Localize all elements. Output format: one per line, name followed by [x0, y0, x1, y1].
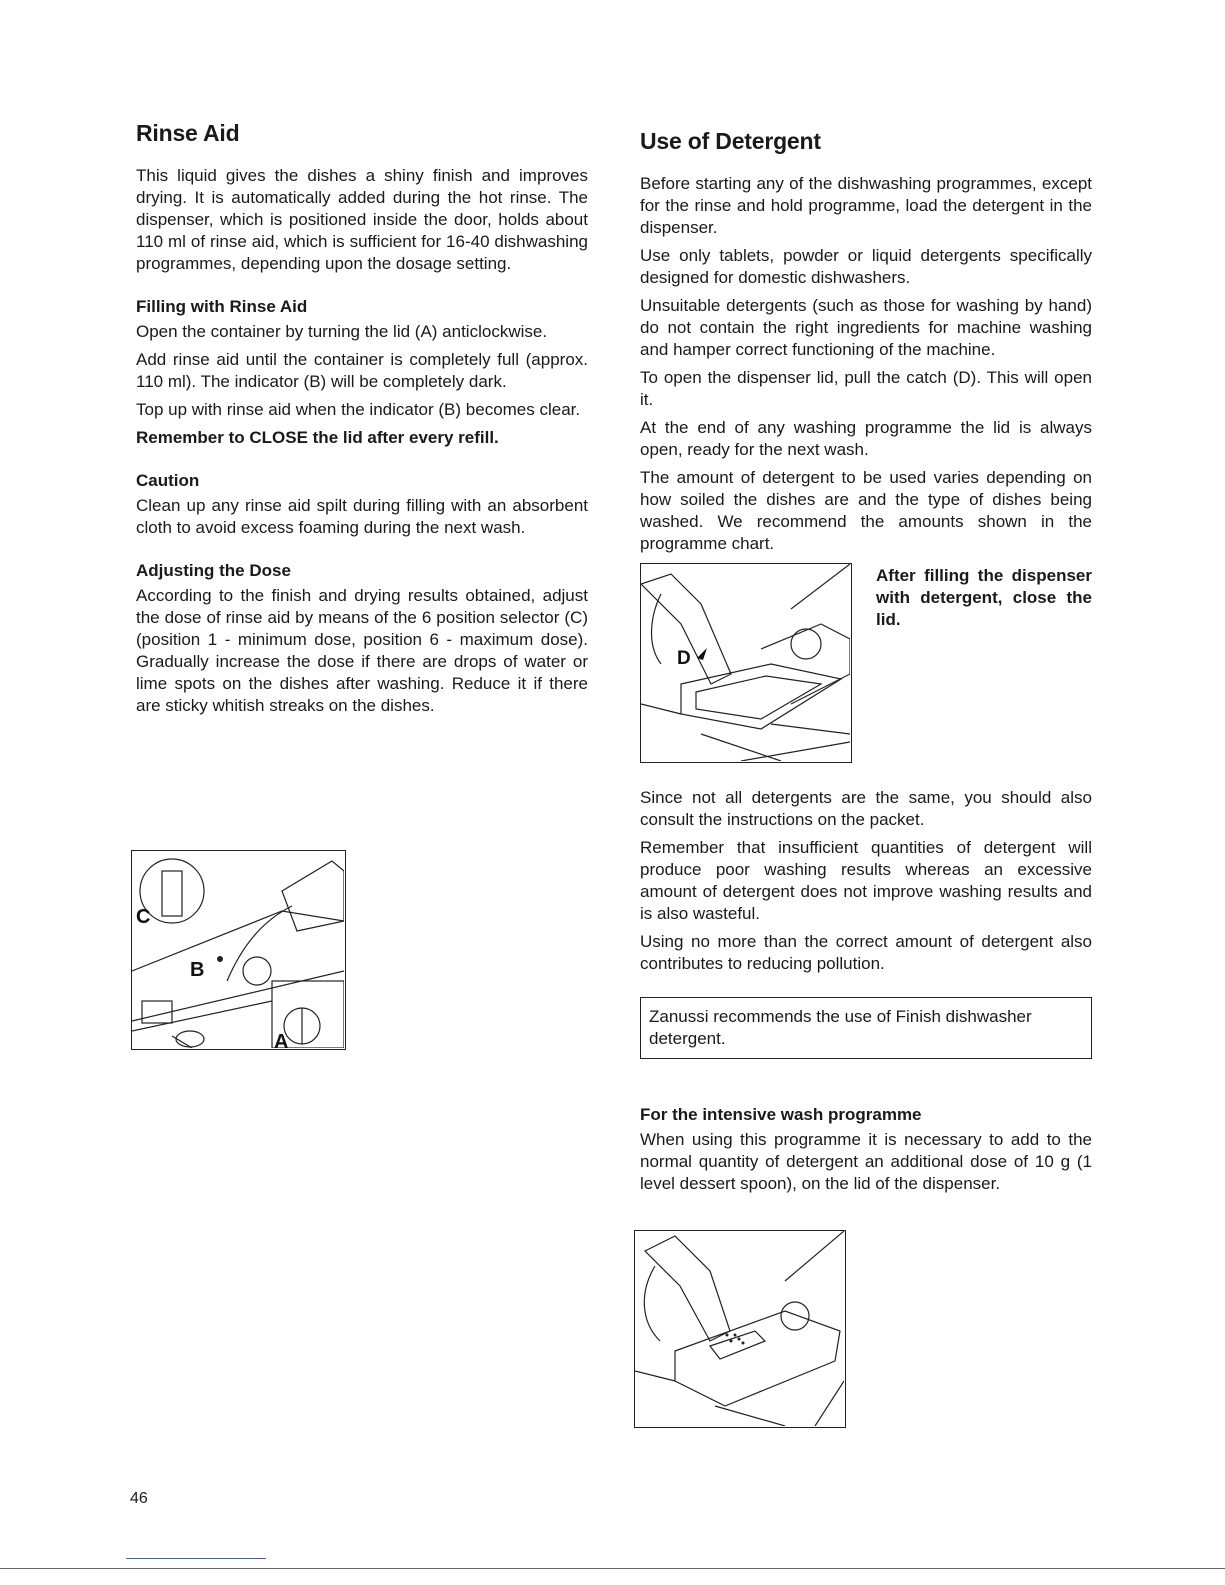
rinse-aid-dispenser-illustration	[131, 850, 346, 1050]
detergent-p3: Unsuitable detergents (such as those for washing by hand) do not contain the right ingredients for machine washing and hamper correct functioning of the machine.	[640, 296, 1092, 359]
label-d: D	[677, 648, 691, 669]
filling-step-3: Top up with rinse aid when the indicator (B) becomes clear.	[136, 400, 581, 419]
intensive-wash-text: When using this programme it is necessary to add to the normal quantity of detergent an additional dose of 10 g (1 level dessert spoon), on the lid of the dispenser.	[640, 1130, 1092, 1193]
filling-reminder: Remember to CLOSE the lid after every refill.	[136, 428, 499, 447]
bottom-link-underline	[126, 1558, 266, 1559]
detergent-p4: To open the dispenser lid, pull the catch (D). This will open it.	[640, 368, 1092, 409]
label-b: B	[190, 959, 205, 981]
filling-step-2: Add rinse aid until the container is completely full (approx. 110 ml). The indicator (B) will be completely dark.	[136, 350, 588, 391]
rinse-aid-intro: This liquid gives the dishes a shiny finish and improves drying. It is automatically added during the hot rinse. The dispenser, which is positioned inside the door, holds about 110 ml of rinse aid, which is sufficient for 16-40 dishwashing programmes, depending upon the dosage setting.	[136, 166, 588, 273]
intensive-wash-illustration	[634, 1230, 846, 1428]
rinse-aid-drawing	[132, 851, 344, 1048]
filling-step-1: Open the container by turning the lid (A) anticlockwise.	[136, 322, 548, 341]
detergent-p9: Using no more than the correct amount of detergent also contributes to reducing pollution.	[640, 932, 1092, 973]
detergent-figure-block	[640, 563, 1092, 769]
detergent-p1: Before starting any of the dishwashing programmes, except for the rinse and hold programme, load the detergent in the dispenser.	[640, 174, 1092, 237]
detergent-p5: At the end of any washing programme the lid is always open, ready for the next wash.	[640, 418, 1092, 459]
caution-heading: Caution	[136, 471, 200, 490]
rinse-aid-heading: Rinse Aid	[136, 120, 240, 146]
adjusting-dose-heading: Adjusting the Dose	[136, 561, 291, 580]
right-column	[640, 128, 1092, 1201]
detergent-figure-caption: After filling the dispenser with detergent, close the lid.	[876, 566, 1092, 629]
detergent-dispenser-illustration	[640, 563, 852, 763]
bottom-rule	[0, 1568, 1225, 1569]
intensive-wash-drawing	[635, 1231, 844, 1426]
label-c: C	[136, 906, 151, 928]
filling-heading: Filling with Rinse Aid	[136, 297, 308, 316]
intensive-wash-heading: For the intensive wash programme	[640, 1105, 922, 1124]
detergent-p6: The amount of detergent to be used varies depending on how soiled the dishes are and the type of dishes being washed. We recommend the amounts shown in the programme chart.	[640, 468, 1092, 553]
zanussi-recommendation-text: Zanussi recommends the use of Finish dishwasher detergent.	[649, 1007, 1032, 1048]
label-a: A	[274, 1031, 289, 1048]
zanussi-recommendation-box	[640, 997, 1092, 1059]
detergent-p7: Since not all detergents are the same, you should also consult the instructions on the packet.	[640, 788, 1092, 829]
adjusting-dose-text: According to the finish and drying results obtained, adjust the dose of rinse aid by means of the 6 position selector (C) (position 1 - minimum dose, position 6 - maximum dose). Gradually increase the dose if there are drops of water or lime spots on the dishes after washing. Reduce it if there are sticky whitish streaks on the dishes.	[136, 586, 588, 715]
left-column	[136, 120, 588, 723]
caution-text: Clean up any rinse aid spilt during filling with an absorbent cloth to avoid excess foaming during the next wash.	[136, 496, 588, 537]
use-of-detergent-heading: Use of Detergent	[640, 128, 821, 154]
detergent-p8: Remember that insufficient quantities of detergent will produce poor washing results whereas an excessive amount of detergent does not improve washing results and is also wasteful.	[640, 838, 1092, 923]
detergent-drawing	[641, 564, 850, 761]
detergent-p2: Use only tablets, powder or liquid detergents specifically designed for domestic dishwashers.	[640, 246, 1092, 287]
page-number: 46	[130, 1490, 148, 1507]
